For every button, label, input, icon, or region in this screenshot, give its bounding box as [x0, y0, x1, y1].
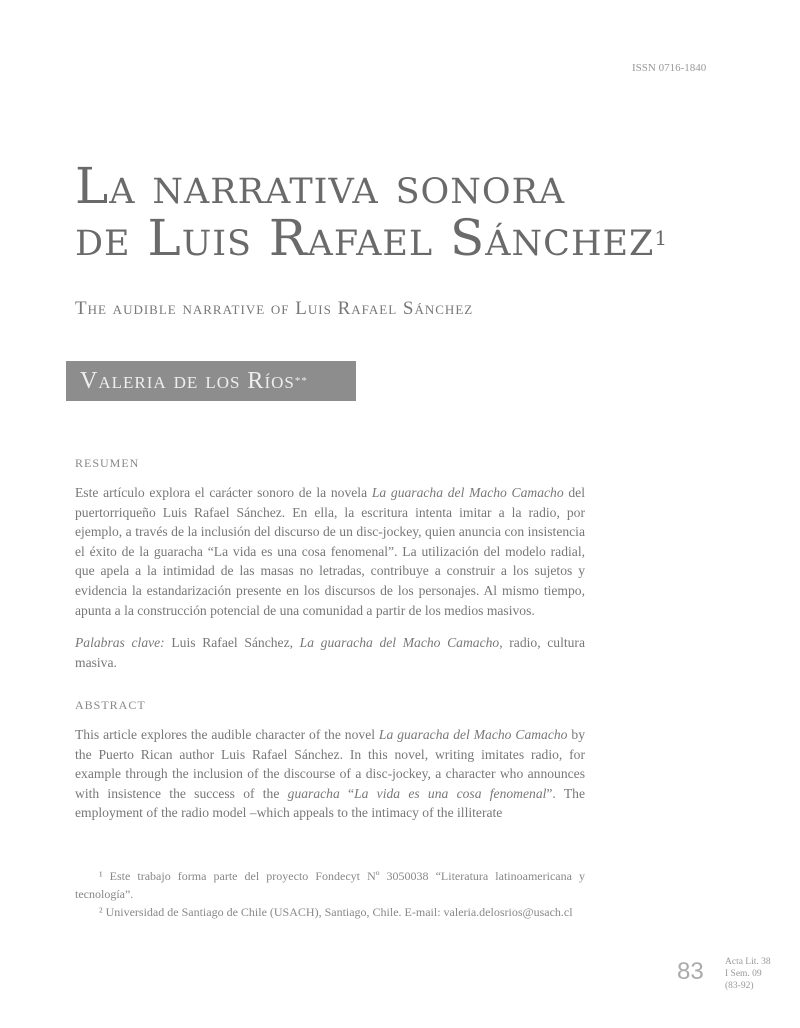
- title-line-1: La narrativa sonora: [75, 157, 566, 215]
- resumen-heading: RESUMEN: [75, 456, 140, 470]
- author-footnote-mark: **: [294, 375, 308, 387]
- novel-title: La guaracha del Macho Camacho: [299, 635, 500, 650]
- journal-name: Acta Lit. 38: [725, 957, 771, 967]
- text: Este artículo explora el carácter sonoro de la novela: [75, 485, 372, 500]
- article-title: [75, 157, 669, 267]
- keywords: [75, 633, 585, 672]
- text: Luis Rafael Sánchez,: [164, 635, 300, 650]
- song-title: La vida es una cosa fenomenal: [354, 785, 547, 801]
- author-name: Valeria de los Ríos: [80, 368, 295, 394]
- text: , radio, cultura masiva.: [75, 635, 585, 670]
- text: This article explores the audible character of the novel: [75, 727, 379, 742]
- title-footnote-mark: 1: [654, 226, 669, 250]
- article-subtitle: The audible narrative of Luis Rafael Sánchez: [75, 298, 474, 319]
- novel-title: La guaracha del Macho Camacho: [371, 485, 564, 500]
- journal-info: [725, 956, 771, 992]
- text: del puertorriqueño Luis Rafael Sánchez. En ella, la escritura intenta imitar a la radio, por ejemplo, a través de la inclusión del discurso de un disc-jockey, quien anuncia con insistencia el éxito de la guaracha “La vida es una cosa fenomenal”. La utilización del modelo radial, que apela a la intimidad de las masas no letradas, contribuye a construir a los sujetos y evidencia la estandarización presente en los discursos de los personajes. Al mismo tiempo, apunta a la construcción potencial de una comunidad a partir de los medios masivos.: [75, 485, 585, 618]
- author-banner: [66, 361, 356, 401]
- journal-pages: (83-92): [725, 981, 754, 991]
- text: “: [339, 785, 355, 801]
- keywords-label: Palabras clave:: [75, 635, 165, 650]
- footnotes: [75, 867, 585, 921]
- footnote-1: ¹ Este trabajo forma parte del proyecto Fondecyt Nº 3050038 “Literatura latinoamericana y tecnología”.: [75, 869, 585, 901]
- novel-title: La guaracha del Macho Camacho: [378, 727, 568, 742]
- issn: ISSN 0716-1840: [632, 62, 707, 74]
- abstract-heading: ABSTRACT: [75, 698, 146, 712]
- text: ”. The employment of the radio model –which appeals to the intimacy of the illiterate: [75, 785, 585, 821]
- resumen-text: [75, 483, 585, 620]
- title-line-2: de Luis Rafael Sánchez: [75, 209, 655, 267]
- footnote-2: ² Universidad de Santiago de Chile (USACH), Santiago, Chile. E-mail: valeria.delosrios@usach.cl: [99, 905, 573, 919]
- text: by the Puerto Rican author Luis Rafael Sánchez. In this novel, writing imitates radio, for example through the inclusion of the discourse of a disc-jockey, a character who announces with insistence the success of the: [75, 727, 585, 801]
- abstract-text: [75, 725, 585, 823]
- page-number: 83: [677, 958, 704, 985]
- text-italic: guaracha: [287, 785, 340, 801]
- journal-issue: I Sem. 09: [725, 969, 762, 979]
